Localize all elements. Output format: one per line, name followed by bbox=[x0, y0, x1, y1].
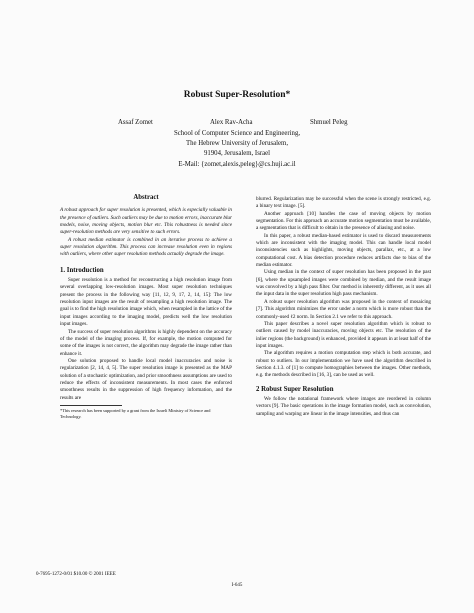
body-paragraph: blurred. Regularization may be successful when the scene is strongly restricted, e.g. a binary text image. [5]. bbox=[256, 196, 431, 210]
body-paragraph: We follow the notational framework where images are reordered in column vectors [9]. The basic operations in the image formation model, such as convolution, sampling and warping are linear in the image intensities, and thus can bbox=[256, 395, 431, 417]
body-paragraph: Another approach [10] handles the case of moving objects by motion segmentation. For this approach an accurate motion segmentation must be available, a segmentation that is difficult to obtain in the presence of aliasing and noise. bbox=[256, 210, 431, 232]
affiliation-block bbox=[0, 129, 474, 170]
body-paragraph: The success of super resolution algorithms is highly dependent on the accuracy of the model of the imaging process. If, for example, the motion computed for some of the images is not correct, the algorithm may degrade the image rather than enhance it. bbox=[60, 328, 232, 357]
affiliation-university: The Hebrew University of Jerusalem, bbox=[185, 140, 289, 148]
footnote: *This research has been supported by a grant from the Israeli Ministry of Science and Technology. bbox=[60, 407, 211, 419]
affiliation-email: E-Mail: {zomet,alexis,peleg}@cs.huji.ac.il bbox=[178, 160, 296, 168]
body-paragraph: One solution proposed to handle local model inaccuracies and noise is regularization [2, 14, 4, 5]. The super resolution image is presented as the MAP solution of a stochastic optimization, and prior smoothness assumptions are used to reduce the effects of inconsistent measurements. In most cases the enforced smoothness results in the suppression of high frequency information, and the results are bbox=[60, 357, 232, 401]
affiliation-school: School of Computer Science and Engineering, bbox=[173, 130, 301, 137]
footnote-rule bbox=[60, 405, 122, 406]
section-2-heading: 2 Robust Super Resolution bbox=[256, 385, 334, 393]
body-paragraph: This paper describes a novel super resolution algorithm which is robust to outliers caused by model inaccuracies, moving objects etc. The resolution of the inlier regions (the background) is enhanced, provided it appears in at least half of the input images. bbox=[256, 320, 431, 349]
body-paragraph: In this paper, a robust median-based estimator is used to discard measurements which are inconsistent with the imaging model. This can handle local model inconsistencies such as highlights, moving objects, parallax, etc., at a low computational cost. A bias detection procedure reduces artifacts due to bias of the median estimator. bbox=[256, 232, 431, 269]
author-peleg: Shmuel Peleg bbox=[310, 119, 348, 126]
author-rav-acha: Alex Rav-Acha bbox=[210, 119, 253, 126]
introduction-heading: 1. Introduction bbox=[60, 266, 104, 274]
abstract-body bbox=[60, 207, 232, 258]
body-paragraph: A robust super resolution algorithm was proposed in the context of mosaicing [7]. This algorithm minimizes the error under a norm which is more robust than the commonly-used ℓ2 norm. In Section 2.1 we refer to this approach. bbox=[256, 298, 431, 320]
paper-title: Robust Super-Resolution* bbox=[183, 90, 291, 100]
left-column bbox=[60, 194, 232, 419]
body-paragraph: The algorithm requires a motion computation step which is both accurate, and robust to outliers. In our implementation we have used the algorithm described in Section 4.1.3. of [1] to compute homographies between the images. Other methods, e.g. the methods described in [16, 3], can be used as well. bbox=[256, 350, 431, 379]
abstract-paragraph: A robust approach for super resolution is presented, which is especially valuable in the presence of outliers. Such outliers may be due to motion errors, inaccurate blur models, noise, moving objects, motion blur etc. This robustness is needed since super-resolution methods are very sensitive to such errors. bbox=[60, 207, 232, 236]
body-paragraph: Using median in the context of super resolution has been proposed in the past [6], where the upsampled images were combined by median, and the result image was convolved by a high pass filter. Our method is inherently different, as it uses all the input data in the super resolution high pass mechanism. bbox=[256, 269, 431, 298]
abstract-heading: Abstract bbox=[133, 194, 159, 201]
page-number: I-645 bbox=[231, 583, 243, 588]
abstract-paragraph: A robust median estimator is combined in an iterative process to achieve a super resolution algorithm. This process can increase resolution even in regions with outliers, where other super resolution methods actually degrade the image. bbox=[60, 236, 232, 258]
right-column bbox=[256, 196, 431, 418]
author-zomet: Assaf Zomet bbox=[118, 119, 153, 126]
isbn-line: 0-7695-1272-0/01 $10.00 © 2001 IEEE bbox=[36, 572, 116, 577]
body-paragraph: Super resolution is a method for reconstructing a high resolution image from several overlapping low-resolution images. Most super resolution techniques present the process in the following way [11, 12, 9, 17, 2, 14, 15]: The low resolution input images are the result of resampling a high resolution image. The goal is to find the high resolution image which, when resampled in the lattice of the input images according to the imaging model, predicts well the low resolution input images. bbox=[60, 277, 232, 328]
affiliation-address: 91904, Jerusalem, Israel bbox=[203, 150, 271, 158]
